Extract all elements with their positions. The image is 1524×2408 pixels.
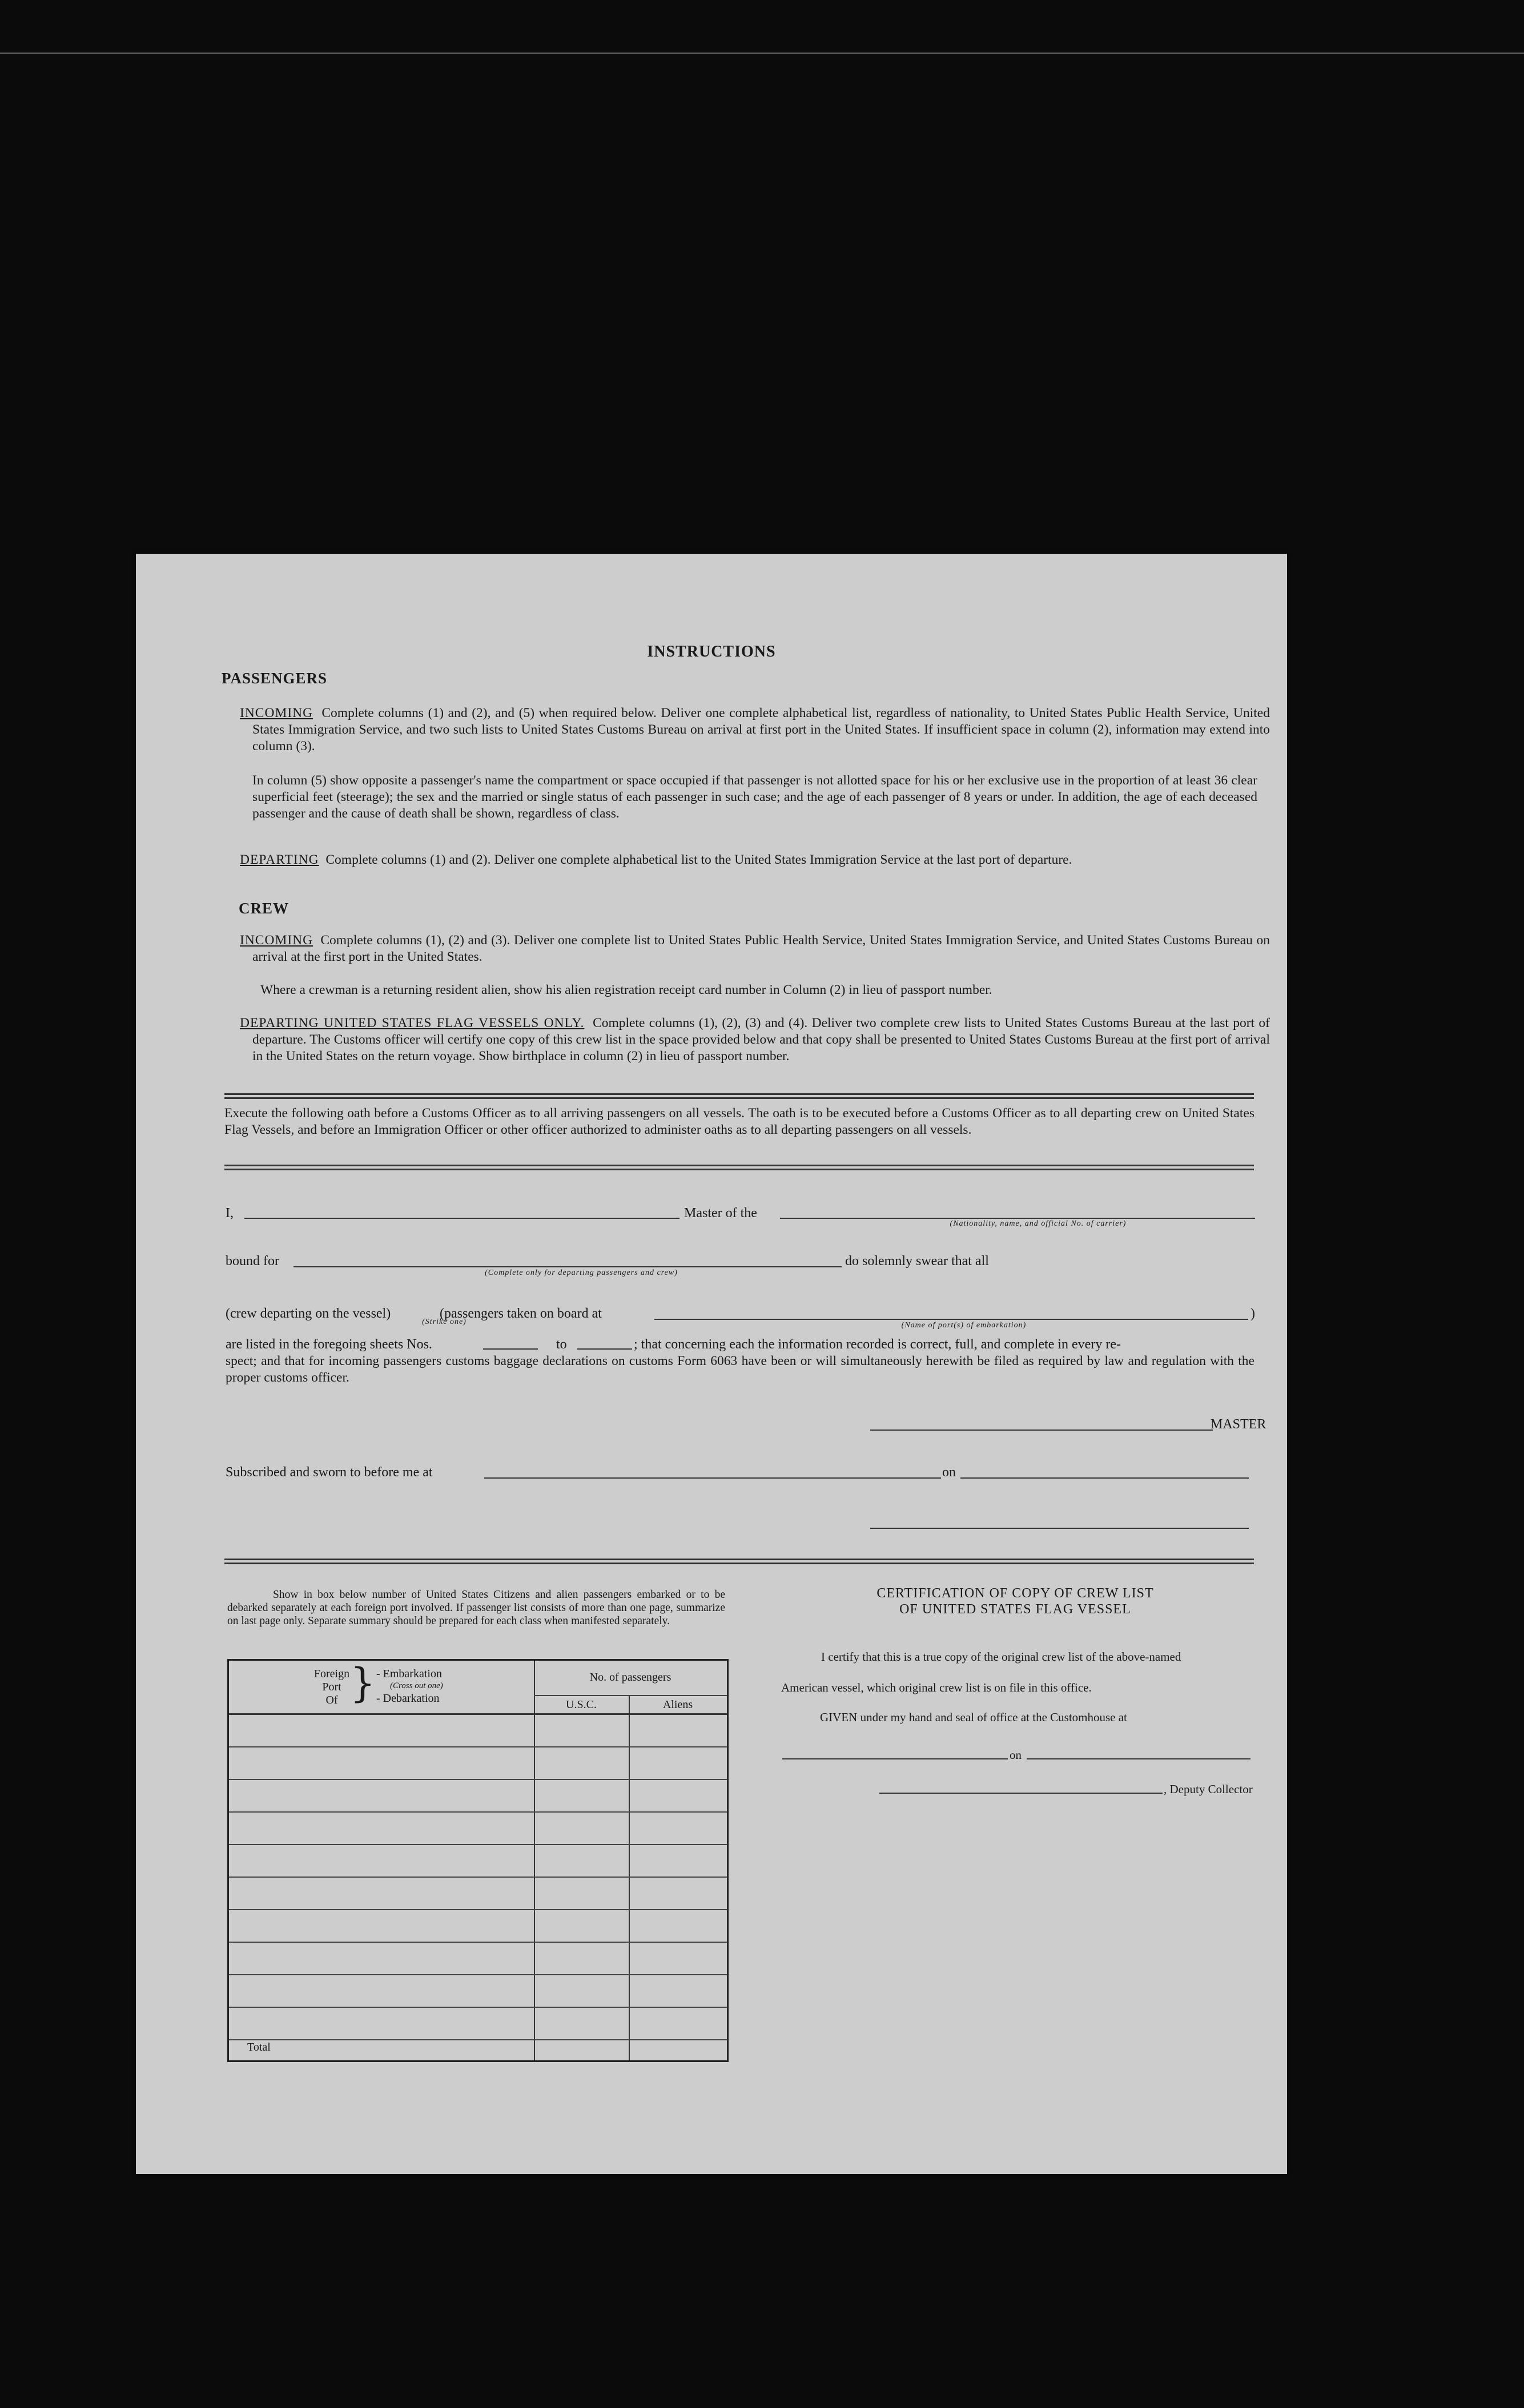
passengers-incoming-label: INCOMING — [240, 706, 313, 720]
nationality-note: (Nationality, name, and official No. of carrier) — [950, 1219, 1127, 1228]
table-row-line — [229, 1877, 727, 1878]
swear-label: do solemnly swear that all — [845, 1254, 989, 1269]
certification-title-2: OF UNITED STATES FLAG VESSEL — [899, 1602, 1131, 1617]
passengers-incoming-text: Complete columns (1) and (2), and (5) when required below. Deliver one complete alphabetical list, regardless of nationality, to United States Public Health Service, United States Immigration Service, and two such lists to United States Customs Bureau on arrival at first port in the United States. If insufficient space in column (2), information may extend into column (3). — [252, 706, 1270, 754]
bound-for-label: bound for — [226, 1254, 279, 1269]
listed-text-a: are listed in the foregoing sheets Nos. — [226, 1337, 432, 1352]
customhouse-field[interactable] — [782, 1758, 1008, 1759]
debarkation-label: - Debarkation — [376, 1692, 440, 1705]
table-row-line — [229, 1779, 727, 1780]
listed-text-b: ; that concerning each the information recorded is correct, full, and complete in every re- — [634, 1337, 1121, 1352]
passengers-incoming-paragraph — [240, 705, 1270, 755]
crew-departing-text: Complete columns (1), (2), (3) and (4). Deliver two complete crew lists to United States Customs Bureau at the last port of departure. The Customs officer will certify one copy of this crew list in the space provided below and that copy shall be presented to United States Customs Bureau at the first port of arrival in the United States on the return voyage. Show birthplace in column (2) in lieu of passport number. — [252, 1016, 1270, 1064]
crew-incoming-label: INCOMING — [240, 933, 313, 948]
crew-resident-paragraph: Where a crewman is a returning resident alien, show his alien registration receipt card number in Column (2) in lieu of passport number. — [260, 982, 992, 997]
bracket-glyph: } — [350, 1660, 376, 1706]
embarkation-port-field[interactable] — [654, 1319, 1248, 1320]
given-date-field[interactable] — [1027, 1758, 1250, 1759]
embarkation-label: - Embarkation — [376, 1668, 442, 1680]
document-page — [136, 554, 1287, 2174]
officer-signature-field[interactable] — [870, 1528, 1249, 1529]
crew-choice-label: (crew departing on the vessel) — [226, 1306, 391, 1321]
deputy-collector-label: , Deputy Collector — [1164, 1782, 1253, 1796]
table-row-line — [229, 2039, 727, 2040]
table-header-divider — [229, 1713, 727, 1715]
table-row-line — [229, 1811, 727, 1813]
subscribed-label: Subscribed and sworn to before me at — [226, 1465, 433, 1480]
table-col-divider — [629, 1695, 630, 2060]
port-label: Port — [322, 1681, 341, 1693]
sheet-to-field[interactable] — [577, 1348, 632, 1350]
certify-line-1: I certify that this is a true copy of the original crew list of the above-named — [821, 1650, 1181, 1664]
strike-note: (Strike one) — [422, 1318, 467, 1326]
subscribed-on-label: on — [942, 1465, 956, 1480]
passengers-heading: PASSENGERS — [222, 670, 328, 687]
table-row-line — [229, 1942, 727, 1943]
certify-line-2: American vessel, which original crew list is on file in this office. — [781, 1681, 1092, 1694]
oath-i-label: I, — [226, 1206, 234, 1221]
subscribed-date-field[interactable] — [960, 1477, 1249, 1479]
total-label: Total — [247, 2041, 271, 2053]
film-edge-line — [0, 53, 1524, 54]
table-row-line — [229, 2007, 727, 2008]
passengers-column5-paragraph: In column (5) show opposite a passenger's name the compartment or space occupied if that passenger is not allotted space for his or her exclusive use in the proportion of at least 36 clear superficial feet (steerage); the sex and the married or single status of each passenger in such case; and the age of each passenger of 8 years or under. In addition, the age of each deceased passenger and the cause of death shall be shown, regardless of class. — [252, 773, 1257, 821]
given-on-label: on — [1010, 1748, 1022, 1762]
complete-only-note: (Complete only for departing passengers and crew) — [485, 1269, 678, 1277]
passenger-summary-table — [227, 1659, 729, 2062]
given-line: GIVEN under my hand and seal of office at the Customhouse at — [820, 1710, 1127, 1724]
of-label: Of — [325, 1694, 338, 1706]
subscribed-place-field[interactable] — [484, 1477, 941, 1479]
passengers-departing-label: DEPARTING — [240, 852, 319, 867]
certification-title-1: CERTIFICATION OF COPY OF CREW LIST — [876, 1586, 1154, 1601]
to-label: to — [556, 1337, 567, 1352]
aliens-header: Aliens — [662, 1698, 693, 1711]
table-row-line — [229, 1909, 727, 1910]
table-row-line — [229, 1844, 727, 1845]
foreign-label: Foreign — [313, 1668, 350, 1680]
oath-intro-paragraph: Execute the following oath before a Customs Officer as to all arriving passengers on all vessels. The oath is to be executed before a Customs Officer as to all departing crew on United States Flag Vessels, and before an Immigration Officer or other officer authorized to administer oaths as to all departing passengers on all vessels. — [224, 1106, 1254, 1137]
table-row-line — [229, 1974, 727, 1975]
carrier-field[interactable] — [780, 1218, 1255, 1219]
crew-incoming-text: Complete columns (1), (2) and (3). Deliver one complete list to United States Public Health Service, United States Immigration Service, and United States Customs Bureau on arrival at the first port in the United States. — [252, 933, 1270, 964]
summary-intro: Show in box below number of United States Citizens and alien passengers embarked or to be debarked separately at each foreign port involved. If passenger list consists of more than one page, summarize on last page only. Separate summary should be prepared for each class when manifested separately. — [227, 1589, 725, 1627]
master-name-field[interactable] — [244, 1218, 679, 1219]
sheet-from-field[interactable] — [483, 1348, 538, 1350]
cross-out-note: (Cross out one) — [390, 1681, 443, 1690]
master-label: MASTER — [1211, 1417, 1266, 1432]
close-paren: ) — [1250, 1306, 1255, 1321]
bound-for-field[interactable] — [293, 1266, 842, 1267]
listed-text-c: spect; and that for incoming passengers customs baggage declarations on customs Form 6063 have been or will simultaneously herewith be filed as required by law and regulation with the proper customs officer. — [226, 1354, 1254, 1385]
passengers-departing-text: Complete columns (1) and (2). Deliver one complete alphabetical list to the United States Immigration Service at the last port of departure. — [325, 852, 1072, 867]
section-divider — [224, 1093, 1254, 1099]
crew-departing-paragraph — [240, 1015, 1270, 1065]
passengers-choice-label: (passengers taken on board at — [440, 1306, 602, 1321]
section-divider — [224, 1559, 1254, 1564]
ports-note: (Name of port(s) of embarkation) — [901, 1321, 1027, 1330]
usc-header: U.S.C. — [566, 1698, 597, 1711]
section-divider — [224, 1165, 1254, 1170]
passengers-header: No. of passengers — [589, 1671, 671, 1684]
table-row-line — [229, 1746, 727, 1747]
master-signature-field[interactable] — [870, 1430, 1213, 1431]
deputy-collector-signature-field[interactable] — [879, 1793, 1163, 1794]
crew-departing-label: DEPARTING UNITED STATES FLAG VESSELS ONLY. — [240, 1016, 585, 1030]
page-title: INSTRUCTIONS — [647, 643, 776, 661]
crew-heading: CREW — [239, 900, 289, 917]
table-col-divider — [534, 1661, 535, 2060]
master-of-label: Master of the — [684, 1206, 757, 1221]
crew-incoming-paragraph — [240, 932, 1270, 965]
table-header-divider — [534, 1695, 727, 1696]
passengers-departing-paragraph — [240, 852, 1270, 868]
